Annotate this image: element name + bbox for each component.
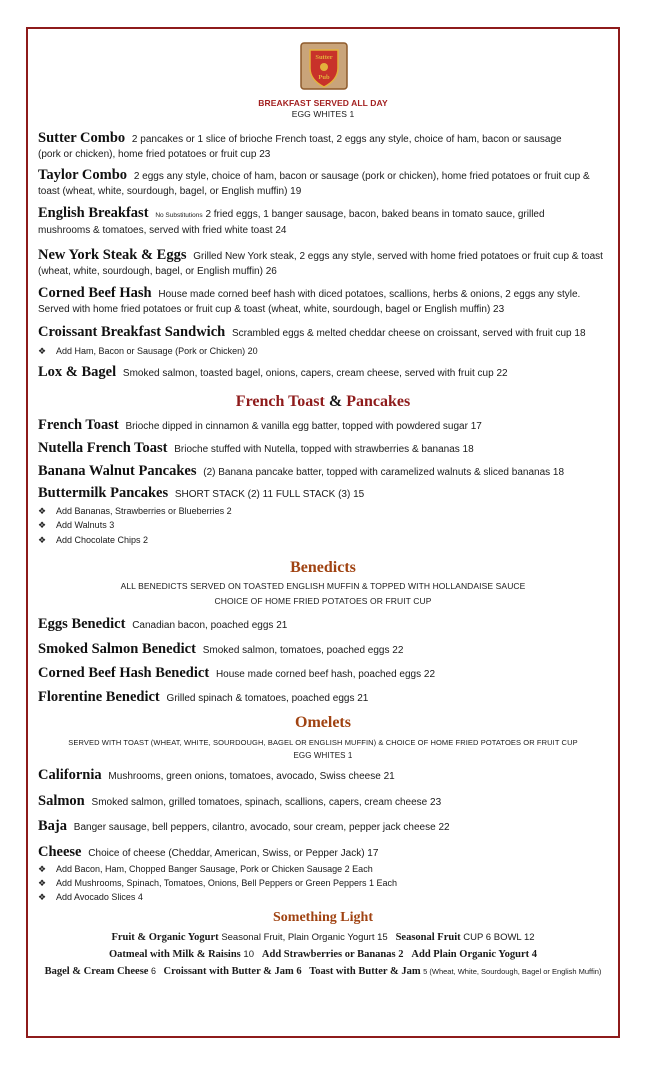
menu-item xyxy=(38,365,610,381)
addon-item: ❖ Add Bananas, Strawberries or Blueberries 2 xyxy=(38,506,232,516)
menu-item xyxy=(38,168,610,199)
menu-item xyxy=(38,464,610,480)
item-name: California xyxy=(38,767,102,783)
breakfast-note: EGG WHITES 1 xyxy=(291,109,355,119)
item-name: Croissant Breakfast Sandwich xyxy=(38,324,226,340)
logo-bottom-text: Pub xyxy=(318,74,330,81)
light-item-name: Add Strawberries or Bananas 2 xyxy=(261,949,404,960)
benedicts-title: Benedicts xyxy=(290,559,356,576)
light-line-2 xyxy=(30,948,616,962)
item-desc: Smoked salmon, tomatoes, poached eggs 22 xyxy=(202,645,404,656)
menu-item xyxy=(38,666,610,682)
item-name: Banana Walnut Pancakes xyxy=(38,463,197,479)
menu-item xyxy=(38,286,610,317)
item-desc: (2) Banana pancake batter, topped with caramelized walnuts & sliced bananas 18 xyxy=(203,467,565,478)
item-desc-2: (wheat, white, sourdough, bagel, or English muffin) 26 xyxy=(38,266,277,277)
item-name: English Breakfast xyxy=(38,205,149,221)
item-desc: Brioche stuffed with Nutella, topped with strawberries & bananas 18 xyxy=(174,444,474,455)
light-line-1 xyxy=(30,931,616,945)
item-name: Taylor Combo xyxy=(38,167,128,183)
light-item-desc: Seasonal Fruit, Plain Organic Yogurt 15 xyxy=(221,932,388,943)
item-desc: Mushrooms, green onions, tomatoes, avocado, Swiss cheese 21 xyxy=(108,771,395,782)
menu-item xyxy=(38,206,610,238)
item-name: Florentine Benedict xyxy=(38,689,160,705)
menu-item xyxy=(38,845,610,861)
item-desc: Grilled spinach & tomatoes, poached eggs 21 xyxy=(166,693,369,704)
diamond-bullet-icon: ❖ xyxy=(38,506,47,516)
diamond-bullet-icon: ❖ xyxy=(38,892,47,902)
item-name: Smoked Salmon Benedict xyxy=(38,641,196,657)
light-item-name: Bagel & Cream Cheese xyxy=(44,966,149,977)
item-name: Baja xyxy=(38,818,67,834)
item-desc: 2 eggs any style, choice of ham, bacon or sausage (pork or chicken), home fried potatoes or fruit cup & xyxy=(133,171,590,182)
addon-item: ❖ Add Bacon, Ham, Chopped Banger Sausage, Pork or Chicken Sausage 2 Each xyxy=(38,864,373,874)
item-desc: Smoked salmon, grilled tomatoes, spinach, scallions, capers, cream cheese 23 xyxy=(91,797,442,808)
menu-item xyxy=(38,642,610,658)
item-desc: Smoked salmon, toasted bagel, onions, capers, cream cheese, served with fruit cup 22 xyxy=(122,368,508,379)
item-desc: Brioche dipped in cinnamon & vanilla egg batter, topped with powdered sugar 17 xyxy=(125,421,482,432)
item-name: Corned Beef Hash xyxy=(38,285,152,301)
light-item-name: Croissant with Butter & Jam 6 xyxy=(163,966,302,977)
menu-item xyxy=(38,768,610,784)
light-item-desc: 6 xyxy=(150,966,156,976)
addon-text: Add Ham, Bacon or Sausage (Pork or Chicken) 20 xyxy=(56,346,258,356)
diamond-bullet-icon: ❖ xyxy=(38,346,47,356)
item-name: Buttermilk Pancakes xyxy=(38,485,169,501)
item-name: French Toast xyxy=(38,417,119,433)
addon-item: ❖ Add Avocado Slices 4 xyxy=(38,892,143,902)
item-name: Eggs Benedict xyxy=(38,616,126,632)
menu-item xyxy=(38,617,610,633)
menu-item xyxy=(38,325,610,341)
item-desc-2: toast (wheat, white, sourdough, bagel, or English muffin) 19 xyxy=(38,186,302,197)
item-desc-2: (pork or chicken), home fried potatoes or fruit cup 23 xyxy=(38,149,271,160)
omelets-note-1: SERVED WITH TOAST (WHEAT, WHITE, SOURDOUGH, BAGEL OR ENGLISH MUFFIN) & CHOICE OF HOME FRIED POTATOES OR FRUIT CUP xyxy=(68,738,578,747)
diamond-bullet-icon: ❖ xyxy=(38,520,47,530)
pub-logo xyxy=(300,42,348,90)
item-name: Lox & Bagel xyxy=(38,364,117,380)
benedicts-note-2: CHOICE OF HOME FRIED POTATOES OR FRUIT CUP xyxy=(214,596,432,606)
menu-item xyxy=(38,690,610,706)
benedicts-note-1: ALL BENEDICTS SERVED ON TOASTED ENGLISH MUFFIN & TOPPED WITH HOLLANDAISE SAUCE xyxy=(120,581,526,591)
addon-item xyxy=(38,346,610,357)
item-name: Salmon xyxy=(38,793,85,809)
item-tag: No Substitutions xyxy=(155,212,203,219)
light-item-name: Seasonal Fruit xyxy=(395,932,461,943)
addon-item: ❖ Add Chocolate Chips 2 xyxy=(38,535,149,545)
menu-item xyxy=(38,418,610,434)
light-item-desc: CUP 6 BOWL 12 xyxy=(463,932,535,943)
light-item-desc: 10 xyxy=(243,949,254,960)
omelets-note-2: EGG WHITES 1 xyxy=(293,751,353,760)
menu-item xyxy=(38,248,610,279)
addon-item: ❖ Add Mushrooms, Spinach, Tomatoes, Onions, Bell Peppers or Green Peppers 1 Each xyxy=(38,878,398,888)
item-desc: Scrambled eggs & melted cheddar cheese on croissant, served with fruit cup 18 xyxy=(231,328,586,339)
light-item-name: Add Plain Organic Yogurt 4 xyxy=(411,949,538,960)
light-item-desc: 5 (Wheat, White, Sourdough, Bagel or English Muffin) xyxy=(423,967,602,976)
item-desc: Choice of cheese (Cheddar, American, Swiss, or Pepper Jack) 17 xyxy=(88,848,379,859)
item-desc: Banger sausage, bell peppers, cilantro, avocado, sour cream, pepper jack cheese 22 xyxy=(73,822,450,833)
logo-top-text: Sutter xyxy=(315,54,333,61)
item-name: Sutter Combo xyxy=(38,130,126,146)
addon-item: ❖ Add Walnuts 3 xyxy=(38,520,115,530)
item-desc: House made corned beef hash with diced potatoes, scallions, herbs & onions, 2 eggs any style. xyxy=(158,289,581,300)
menu-item xyxy=(38,819,610,835)
menu-item xyxy=(38,131,610,162)
item-name: Corned Beef Hash Benedict xyxy=(38,665,210,681)
light-line-3 xyxy=(30,964,616,979)
french-toast-title: French Toast & Pancakes xyxy=(235,393,411,410)
something-light-title: Something Light xyxy=(273,910,373,925)
breakfast-title: BREAKFAST SERVED ALL DAY xyxy=(258,98,388,108)
menu-item xyxy=(38,794,610,810)
item-desc-2: Served with home fried potatoes or fruit cup & toast (wheat, white, sourdough, bagel or English muffin) 23 xyxy=(38,304,505,315)
item-desc-2: mushrooms & tomatoes, served with fried white toast 24 xyxy=(38,225,287,236)
light-item-name: Toast with Butter & Jam xyxy=(309,966,421,977)
item-name: Cheese xyxy=(38,844,82,860)
item-name: Nutella French Toast xyxy=(38,440,168,456)
item-desc: Canadian bacon, poached eggs 21 xyxy=(132,620,288,631)
item-desc: SHORT STACK (2) 11 FULL STACK (3) 15 xyxy=(174,489,365,500)
menu-item xyxy=(38,486,610,502)
item-desc: House made corned beef hash, poached eggs 22 xyxy=(215,669,436,680)
omelets-title: Omelets xyxy=(295,714,351,731)
diamond-bullet-icon: ❖ xyxy=(38,535,47,545)
light-item-name: Oatmeal with Milk & Raisins xyxy=(108,949,241,960)
item-desc: Grilled New York steak, 2 eggs any style, served with home fried potatoes or fruit cup & toast xyxy=(193,251,603,262)
item-name: New York Steak & Eggs xyxy=(38,247,187,263)
menu-item xyxy=(38,441,610,457)
light-item-name: Fruit & Organic Yogurt xyxy=(111,932,219,943)
diamond-bullet-icon: ❖ xyxy=(38,864,47,874)
diamond-bullet-icon: ❖ xyxy=(38,878,47,888)
item-desc: 2 pancakes or 1 slice of brioche French toast, 2 eggs any style, choice of ham, bacon or sausage xyxy=(131,134,562,145)
item-desc: 2 fried eggs, 1 banger sausage, bacon, baked beans in tomato sauce, grilled xyxy=(205,209,545,220)
